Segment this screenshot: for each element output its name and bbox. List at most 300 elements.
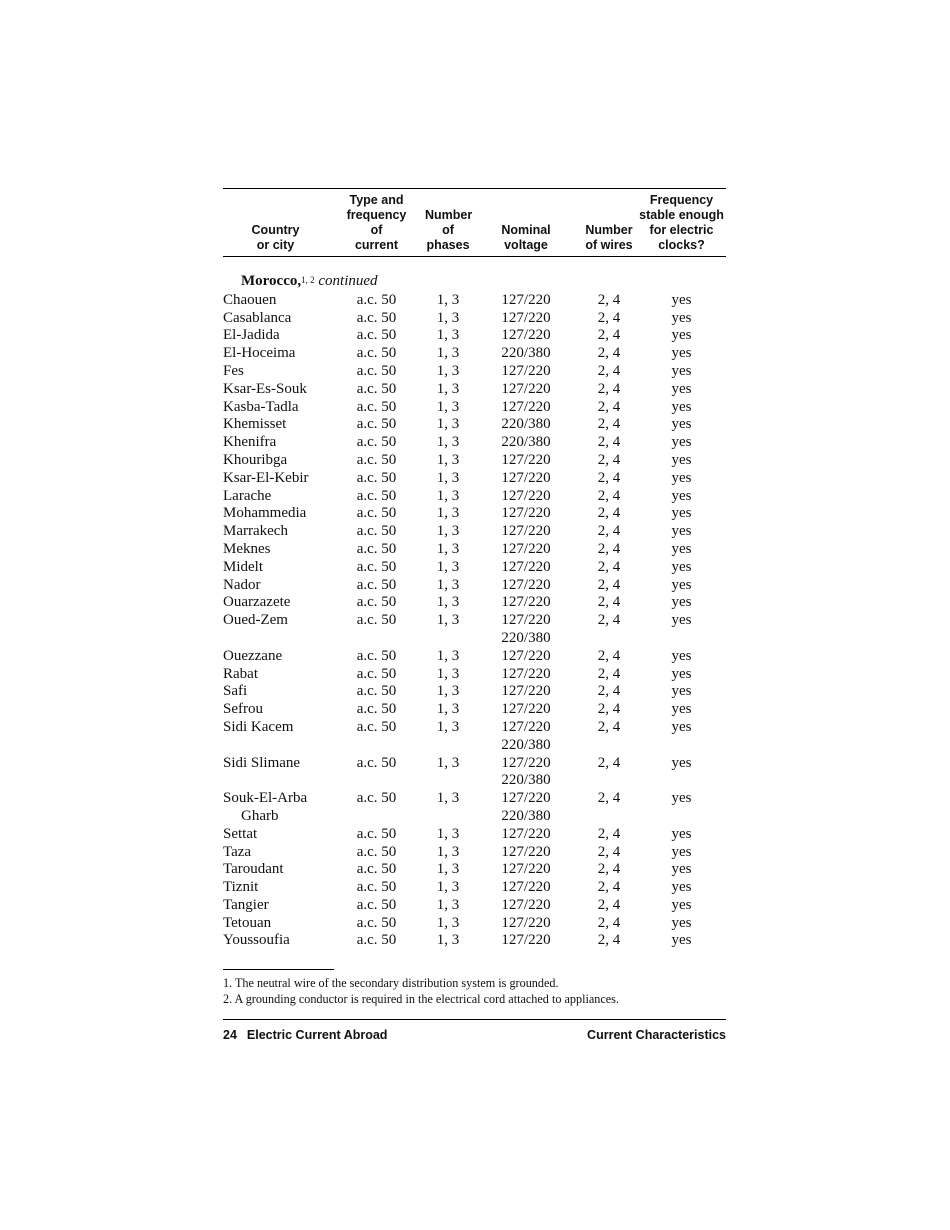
- cell-city: [223, 452, 328, 470]
- cell-voltage: [471, 826, 581, 844]
- cell-text: 1, 3: [436, 861, 460, 878]
- cell-current-type: [328, 452, 425, 470]
- cell-phases: [425, 488, 471, 506]
- table-row: [223, 932, 726, 950]
- cell-text: yes: [671, 879, 692, 896]
- cell-text: 220/380: [501, 772, 551, 789]
- cell-wires: [581, 666, 637, 684]
- cell-wires: [581, 755, 637, 773]
- cell-text: El-Hoceima: [223, 345, 296, 362]
- cell-text: yes: [671, 718, 692, 735]
- table-row: [223, 648, 726, 666]
- cell-city: [223, 666, 328, 684]
- table-row: [223, 577, 726, 595]
- cell-city: [223, 630, 328, 648]
- cell-text: 2, 4: [597, 594, 621, 611]
- cell-voltage: [471, 327, 581, 345]
- table-row: [223, 772, 726, 790]
- cell-text: a.c. 50: [356, 861, 397, 878]
- cell-phases: [425, 826, 471, 844]
- cell-city: [223, 683, 328, 701]
- header-line: voltage: [504, 238, 548, 252]
- cell-text: 2, 4: [597, 380, 621, 397]
- cell-voltage: [471, 932, 581, 950]
- cell-wires: [581, 327, 637, 345]
- cell-current-type: [328, 594, 425, 612]
- table-row: [223, 310, 726, 328]
- cell-text: a.c. 50: [356, 932, 397, 949]
- cell-clock-stable: [637, 719, 726, 737]
- cell-text: 127/220: [501, 896, 551, 913]
- cell-wires: [581, 772, 637, 790]
- cell-voltage: [471, 897, 581, 915]
- cell-text: 2, 4: [597, 718, 621, 735]
- table-row: [223, 559, 726, 577]
- column-header-nominal-voltage: [471, 189, 581, 257]
- cell-phases: [425, 541, 471, 559]
- cell-voltage: [471, 808, 581, 826]
- table-row: [223, 541, 726, 559]
- cell-phases: [425, 612, 471, 630]
- cell-text: a.c. 50: [356, 914, 397, 931]
- cell-clock-stable: [637, 630, 726, 648]
- cell-current-type: [328, 488, 425, 506]
- cell-city: [223, 577, 328, 595]
- header-line: Country: [251, 223, 300, 237]
- cell-voltage: [471, 844, 581, 862]
- cell-text: 2, 4: [597, 398, 621, 415]
- cell-clock-stable: [637, 327, 726, 345]
- cell-text: yes: [671, 896, 692, 913]
- cell-wires: [581, 452, 637, 470]
- cell-clock-stable: [637, 488, 726, 506]
- cell-city: [223, 861, 328, 879]
- cell-text: a.c. 50: [356, 718, 397, 735]
- cell-wires: [581, 434, 637, 452]
- cell-phases: [425, 666, 471, 684]
- cell-text: Youssoufia: [223, 932, 290, 949]
- cell-voltage: [471, 719, 581, 737]
- cell-text: Tiznit: [223, 879, 259, 896]
- cell-text: yes: [671, 434, 692, 451]
- cell-text: a.c. 50: [356, 558, 397, 575]
- cell-text: Sidi Slimane: [223, 754, 301, 771]
- cell-text: 127/220: [501, 932, 551, 949]
- cell-clock-stable: [637, 505, 726, 523]
- table-row: [223, 488, 726, 506]
- cell-city: [223, 879, 328, 897]
- cell-text: 2, 4: [597, 327, 621, 344]
- cell-text: 2, 4: [597, 932, 621, 949]
- cell-text: 127/220: [501, 790, 551, 807]
- cell-text: 2, 4: [597, 612, 621, 629]
- cell-text: Casablanca: [223, 309, 292, 326]
- cell-text: Mohammedia: [223, 505, 307, 522]
- cell-text: 1, 3: [436, 594, 460, 611]
- cell-text: 1, 3: [436, 701, 460, 718]
- cell-text: a.c. 50: [356, 594, 397, 611]
- cell-text: yes: [671, 505, 692, 522]
- book-title: Electric Current Abroad: [246, 1028, 388, 1042]
- cell-text: a.c. 50: [356, 327, 397, 344]
- cell-text: a.c. 50: [356, 647, 397, 664]
- cell-text: Ouezzane: [223, 647, 283, 664]
- footer-rule: [223, 1019, 726, 1020]
- cell-text: 2, 4: [597, 505, 621, 522]
- cell-text: 2, 4: [597, 861, 621, 878]
- cell-current-type: [328, 790, 425, 808]
- cell-voltage: [471, 666, 581, 684]
- cell-voltage: [471, 470, 581, 488]
- cell-text: 1, 3: [436, 398, 460, 415]
- cell-clock-stable: [637, 844, 726, 862]
- cell-voltage: [471, 772, 581, 790]
- cell-text: Ksar-El-Kebir: [223, 469, 309, 486]
- cell-voltage: [471, 345, 581, 363]
- cell-voltage: [471, 292, 581, 310]
- footnote-1: 1. The neutral wire of the secondary distribution system is grounded.: [223, 976, 559, 990]
- table-row: [223, 399, 726, 417]
- cell-wires: [581, 292, 637, 310]
- cell-text: 1, 3: [436, 647, 460, 664]
- cell-clock-stable: [637, 737, 726, 755]
- cell-text: 2, 4: [597, 879, 621, 896]
- cell-text: yes: [671, 665, 692, 682]
- table-row: [223, 416, 726, 434]
- cell-text: a.c. 50: [356, 416, 397, 433]
- cell-text: 1, 3: [436, 434, 460, 451]
- cell-city: [223, 826, 328, 844]
- cell-text: 1, 3: [436, 843, 460, 860]
- table-row: [223, 755, 726, 773]
- cell-text: 127/220: [501, 718, 551, 735]
- cell-city: [223, 648, 328, 666]
- header-line: or city: [256, 238, 295, 252]
- cell-current-type: [328, 612, 425, 630]
- cell-text: yes: [671, 683, 692, 700]
- cell-voltage: [471, 381, 581, 399]
- table-row: [223, 594, 726, 612]
- cell-phases: [425, 772, 471, 790]
- cell-text: 1, 3: [436, 291, 460, 308]
- cell-voltage: [471, 488, 581, 506]
- cell-voltage: [471, 541, 581, 559]
- footnotes: [223, 975, 726, 1007]
- cell-text: yes: [671, 914, 692, 931]
- cell-clock-stable: [637, 879, 726, 897]
- cell-phases: [425, 630, 471, 648]
- cell-phases: [425, 932, 471, 950]
- header-line: clocks?: [658, 238, 705, 252]
- cell-text: a.c. 50: [356, 291, 397, 308]
- cell-clock-stable: [637, 826, 726, 844]
- cell-text: 2, 4: [597, 469, 621, 486]
- cell-clock-stable: [637, 577, 726, 595]
- cell-clock-stable: [637, 594, 726, 612]
- cell-phases: [425, 381, 471, 399]
- cell-phases: [425, 310, 471, 328]
- table-row: [223, 701, 726, 719]
- cell-current-type: [328, 915, 425, 933]
- cell-voltage: [471, 434, 581, 452]
- cell-phases: [425, 327, 471, 345]
- footnote-refs: 1, 2: [301, 275, 315, 285]
- cell-clock-stable: [637, 683, 726, 701]
- cell-clock-stable: [637, 363, 726, 381]
- header-line: current: [354, 238, 399, 252]
- cell-text: 1, 3: [436, 345, 460, 362]
- cell-voltage: [471, 630, 581, 648]
- header-line: Number: [425, 208, 473, 222]
- cell-city: [223, 808, 328, 826]
- column-header-number-of-phases: [425, 189, 471, 257]
- cell-text: yes: [671, 523, 692, 540]
- cell-city: [223, 844, 328, 862]
- cell-city: [223, 434, 328, 452]
- cell-text: 1, 3: [436, 362, 460, 379]
- cell-clock-stable: [637, 381, 726, 399]
- cell-text: a.c. 50: [356, 505, 397, 522]
- cell-text: 2, 4: [597, 345, 621, 362]
- cell-text: yes: [671, 451, 692, 468]
- cell-city: [223, 897, 328, 915]
- cell-wires: [581, 594, 637, 612]
- column-header-type-and-frequency: [328, 189, 425, 257]
- cell-wires: [581, 399, 637, 417]
- cell-city: [223, 772, 328, 790]
- cell-phases: [425, 915, 471, 933]
- cell-text: 2, 4: [597, 896, 621, 913]
- cell-current-type: [328, 541, 425, 559]
- cell-city: [223, 327, 328, 345]
- cell-text: yes: [671, 932, 692, 949]
- cell-text: yes: [671, 861, 692, 878]
- cell-text: yes: [671, 825, 692, 842]
- cell-text: 127/220: [501, 309, 551, 326]
- cell-text: 220/380: [501, 629, 551, 646]
- header-line: of: [370, 223, 383, 237]
- header-line: of phases: [426, 223, 470, 252]
- cell-text: 127/220: [501, 576, 551, 593]
- cell-voltage: [471, 737, 581, 755]
- cell-phases: [425, 452, 471, 470]
- cell-wires: [581, 505, 637, 523]
- cell-text: 2, 4: [597, 291, 621, 308]
- table-row: [223, 292, 726, 310]
- cell-text: yes: [671, 612, 692, 629]
- page-footer: [223, 1028, 726, 1042]
- cell-text: a.c. 50: [356, 362, 397, 379]
- cell-voltage: [471, 683, 581, 701]
- cell-voltage: [471, 701, 581, 719]
- cell-phases: [425, 434, 471, 452]
- cell-text: Rabat: [223, 665, 258, 682]
- current-characteristics-table: [223, 189, 726, 950]
- cell-text: 2, 4: [597, 451, 621, 468]
- cell-current-type: [328, 292, 425, 310]
- cell-text: 127/220: [501, 754, 551, 771]
- column-header-number-of-wires: [581, 189, 637, 257]
- cell-city: [223, 701, 328, 719]
- cell-text: 1, 3: [436, 309, 460, 326]
- cell-wires: [581, 683, 637, 701]
- cell-text: Sidi Kacem: [223, 718, 294, 735]
- header-line: stable enough: [639, 208, 724, 222]
- table-row: [223, 327, 726, 345]
- cell-text: 1, 3: [436, 558, 460, 575]
- cell-current-type: [328, 630, 425, 648]
- cell-text: 2, 4: [597, 914, 621, 931]
- cell-text: 127/220: [501, 398, 551, 415]
- cell-city: [223, 345, 328, 363]
- cell-phases: [425, 559, 471, 577]
- cell-text: Safi: [223, 683, 248, 700]
- table-row: [223, 861, 726, 879]
- cell-text: Taza: [223, 843, 252, 860]
- cell-phases: [425, 808, 471, 826]
- cell-voltage: [471, 310, 581, 328]
- cell-wires: [581, 879, 637, 897]
- cell-text: 1, 3: [436, 718, 460, 735]
- cell-current-type: [328, 701, 425, 719]
- cell-text: Gharb: [241, 807, 279, 824]
- cell-text: 2, 4: [597, 487, 621, 504]
- cell-phases: [425, 363, 471, 381]
- cell-text: a.c. 50: [356, 398, 397, 415]
- cell-text: 1, 3: [436, 576, 460, 593]
- cell-text: 1, 3: [436, 879, 460, 896]
- cell-clock-stable: [637, 292, 726, 310]
- cell-text: Kasba-Tadla: [223, 398, 299, 415]
- cell-phases: [425, 897, 471, 915]
- cell-city: [223, 523, 328, 541]
- cell-clock-stable: [637, 861, 726, 879]
- cell-text: Fes: [223, 362, 244, 379]
- table-row: [223, 452, 726, 470]
- cell-text: yes: [671, 416, 692, 433]
- cell-wires: [581, 541, 637, 559]
- cell-text: 127/220: [501, 861, 551, 878]
- footnote-2: 2. A grounding conductor is required in the electrical cord attached to appliances.: [223, 992, 619, 1006]
- cell-text: 127/220: [501, 594, 551, 611]
- cell-text: yes: [671, 843, 692, 860]
- cell-clock-stable: [637, 612, 726, 630]
- cell-text: 2, 4: [597, 647, 621, 664]
- cell-wires: [581, 844, 637, 862]
- cell-text: yes: [671, 487, 692, 504]
- cell-text: yes: [671, 327, 692, 344]
- cell-text: yes: [671, 398, 692, 415]
- cell-phases: [425, 719, 471, 737]
- cell-current-type: [328, 879, 425, 897]
- cell-text: yes: [671, 754, 692, 771]
- cell-current-type: [328, 755, 425, 773]
- header-line: Number: [585, 223, 633, 237]
- header-line: for electric: [649, 223, 714, 237]
- cell-clock-stable: [637, 701, 726, 719]
- column-header-country-or-city: [223, 189, 328, 257]
- cell-city: [223, 541, 328, 559]
- cell-text: yes: [671, 576, 692, 593]
- cell-wires: [581, 523, 637, 541]
- cell-current-type: [328, 523, 425, 541]
- cell-phases: [425, 577, 471, 595]
- cell-clock-stable: [637, 470, 726, 488]
- cell-phases: [425, 737, 471, 755]
- cell-wires: [581, 488, 637, 506]
- cell-text: 127/220: [501, 879, 551, 896]
- cell-text: 1, 3: [436, 523, 460, 540]
- cell-current-type: [328, 826, 425, 844]
- cell-current-type: [328, 434, 425, 452]
- cell-text: 1, 3: [436, 487, 460, 504]
- cell-text: Midelt: [223, 558, 263, 575]
- cell-clock-stable: [637, 915, 726, 933]
- table-row: [223, 790, 726, 808]
- cell-phases: [425, 844, 471, 862]
- cell-current-type: [328, 470, 425, 488]
- cell-phases: [425, 505, 471, 523]
- cell-phases: [425, 861, 471, 879]
- cell-phases: [425, 683, 471, 701]
- cell-text: a.c. 50: [356, 612, 397, 629]
- cell-text: Souk-El-Arba: [223, 790, 308, 807]
- cell-text: a.c. 50: [356, 790, 397, 807]
- cell-text: Tetouan: [223, 914, 272, 931]
- cell-clock-stable: [637, 790, 726, 808]
- cell-text: 1, 3: [436, 914, 460, 931]
- cell-text: 1, 3: [436, 754, 460, 771]
- cell-text: 220/380: [501, 345, 551, 362]
- cell-text: 220/380: [501, 416, 551, 433]
- cell-text: 127/220: [501, 914, 551, 931]
- cell-text: a.c. 50: [356, 683, 397, 700]
- cell-text: 1, 3: [436, 469, 460, 486]
- cell-text: 127/220: [501, 451, 551, 468]
- cell-clock-stable: [637, 416, 726, 434]
- cell-city: [223, 755, 328, 773]
- cell-text: Meknes: [223, 540, 271, 557]
- cell-wires: [581, 345, 637, 363]
- table-body: [223, 257, 726, 951]
- cell-text: Ouarzazete: [223, 594, 291, 611]
- cell-clock-stable: [637, 452, 726, 470]
- table-row: [223, 612, 726, 630]
- cell-voltage: [471, 612, 581, 630]
- cell-text: 127/220: [501, 558, 551, 575]
- cell-clock-stable: [637, 666, 726, 684]
- table-row: [223, 434, 726, 452]
- cell-text: yes: [671, 540, 692, 557]
- cell-wires: [581, 577, 637, 595]
- cell-text: 127/220: [501, 380, 551, 397]
- cell-phases: [425, 470, 471, 488]
- cell-text: a.c. 50: [356, 896, 397, 913]
- cell-text: 2, 4: [597, 843, 621, 860]
- cell-wires: [581, 790, 637, 808]
- cell-current-type: [328, 772, 425, 790]
- cell-city: [223, 559, 328, 577]
- cell-city: [223, 915, 328, 933]
- cell-wires: [581, 612, 637, 630]
- cell-text: 1, 3: [436, 380, 460, 397]
- table-row: [223, 470, 726, 488]
- cell-text: yes: [671, 701, 692, 718]
- cell-text: 1, 3: [436, 416, 460, 433]
- cell-current-type: [328, 932, 425, 950]
- cell-current-type: [328, 683, 425, 701]
- cell-clock-stable: [637, 541, 726, 559]
